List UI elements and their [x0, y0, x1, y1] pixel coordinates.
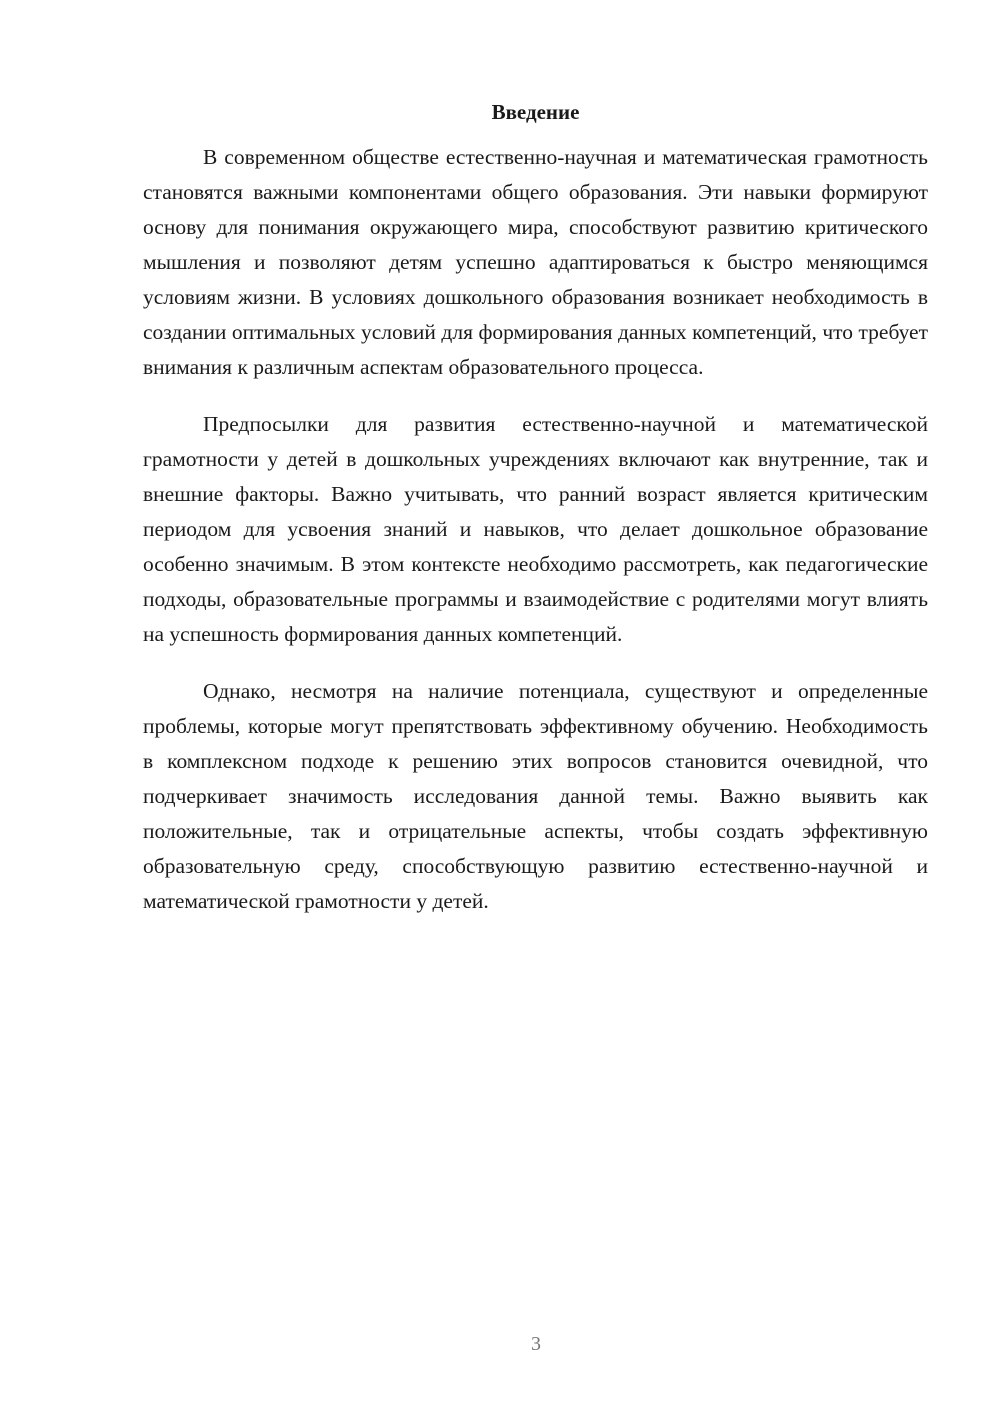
paragraph: Однако, несмотря на наличие потенциала, существуют и определенные проблемы, которые могут препятствовать эффективному обучению. Необходимость в комплексном подходе к решению этих вопросов становится очевидной, что подчеркивает значимость исследования данной темы. Важно выявить как положительные, так и отрицательные аспекты, чтобы создать эффективную образовательную среду, способствующую развитию естественно-научной и математической грамотности у детей.: [143, 679, 928, 913]
paragraph: Предпосылки для развития естественно-научной и математической грамотности у детей в дошкольных учреждениях включают как внутренние, так и внешние факторы. Важно учитывать, что ранний возраст является критическим периодом для усвоения знаний и навыков, что делает дошкольное образование особенно значимым. В этом контексте необходимо рассмотреть, как педагогические подходы, образовательные программы и взаимодействие с родителями могут влиять на успешность формирования данных компетенций.: [143, 412, 928, 646]
body-text: [143, 140, 928, 919]
page-number: 3: [531, 1333, 541, 1355]
section-heading: Введение: [491, 100, 580, 124]
paragraph: В современном обществе естественно-научная и математическая грамотность становятся важными компонентами общего образования. Эти навыки формируют основу для понимания окружающего мира, способствуют развитию критического мышления и позволяют детям успешно адаптироваться к быстро меняющимся условиям жизни. В условиях дошкольного образования возникает необходимость в создании оптимальных условий для формирования данных компетенций, что требует внимания к различным аспектам образовательного процесса.: [143, 145, 928, 379]
